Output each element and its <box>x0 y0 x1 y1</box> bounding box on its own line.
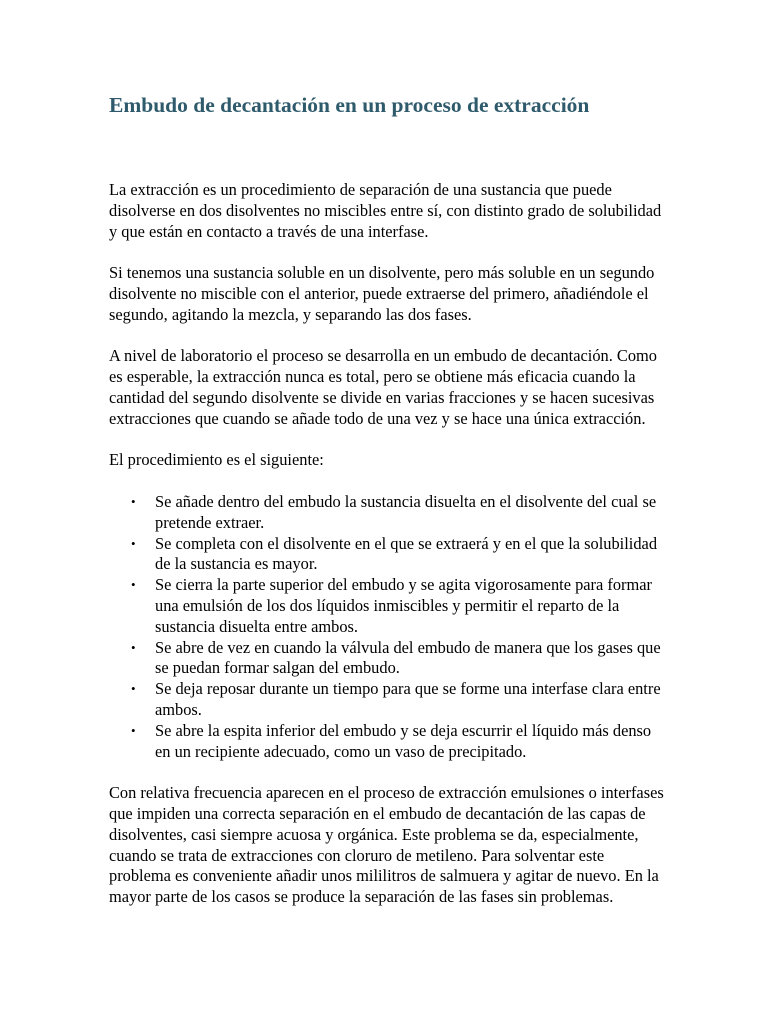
paragraph-solubility: Si tenemos una sustancia soluble en un disolvente, pero más soluble en un segundo disolvente no miscible con el anterior, puede extraerse del primero, añadiéndole el segundo, agitando la mezcla, y separando las dos fases. <box>109 263 655 324</box>
procedure-step-text: Se deja reposar durante un tiempo para que se forme una interfase clara entre ambos. <box>155 679 661 719</box>
bullet-icon: • <box>131 681 136 697</box>
paragraph-laboratory: A nivel de laboratorio el proceso se desarrolla en un embudo de decantación. Como es esperable, la extracción nunca es total, pero se obtiene más eficacia cuando la cantidad del segundo disolvente se divide en varias fracciones y se hacen sucesivas extracciones que cuando se añade todo de una vez y se hace una única extracción. <box>109 346 657 428</box>
procedure-step <box>109 492 669 534</box>
bullet-icon: • <box>131 722 136 738</box>
bullet-icon: • <box>131 639 136 655</box>
procedure-step-text: Se completa con el disolvente en el que se extraerá y en el que la solubilidad de la sustancia es mayor. <box>155 533 658 574</box>
procedure-step <box>109 575 669 637</box>
procedure-step <box>109 679 669 721</box>
bullet-icon: • <box>131 493 136 509</box>
procedure-steps-list <box>109 492 669 762</box>
procedure-step-text: Se añade dentro del embudo la sustancia disuelta en el disolvente del cual se pretende extraer. <box>155 491 657 532</box>
procedure-step <box>109 721 669 763</box>
procedure-step-text: Se cierra la parte superior del embudo y se agita vigorosamente para formar una emulsión de los dos líquidos inmiscibles y permitir el reparto de la sustancia disuelta entre ambos. <box>155 575 652 636</box>
procedure-step-text: Se abre la espita inferior del embudo y se deja escurrir el líquido más denso en un recipiente adecuado, como un vaso de precipitado. <box>155 720 652 761</box>
procedure-step <box>109 534 669 576</box>
paragraph-definition: La extracción es un procedimiento de separación de una sustancia que puede disolverse en dos disolventes no miscibles entre sí, con distinto grado de solubilidad y que están en contacto a través de una interfase. <box>109 180 662 241</box>
paragraph-emulsions: Con relativa frecuencia aparecen en el proceso de extracción emulsiones o interfases que impiden una correcta separación en el embudo de decantación de las capas de disolventes, casi siempre acuosa y orgánica. Este problema se da, especialmente, cuando se trata de extracciones con cloruro de metileno. Para solventar este problema es conveniente añadir unos mililitros de salmuera y agitar de nuevo. En la mayor parte de los casos se produce la separación de las fases sin problemas. <box>109 783 664 907</box>
paragraph-procedure-intro: El procedimiento es el siguiente: <box>109 450 324 470</box>
bullet-icon: • <box>131 577 136 593</box>
bullet-icon: • <box>131 535 136 551</box>
procedure-step <box>109 638 669 680</box>
procedure-step-text: Se abre de vez en cuando la válvula del embudo de manera que los gases que se puedan formar salgan del embudo. <box>155 637 661 678</box>
document-title: Embudo de decantación en un proceso de extracción <box>109 93 590 117</box>
document-body <box>109 180 669 929</box>
